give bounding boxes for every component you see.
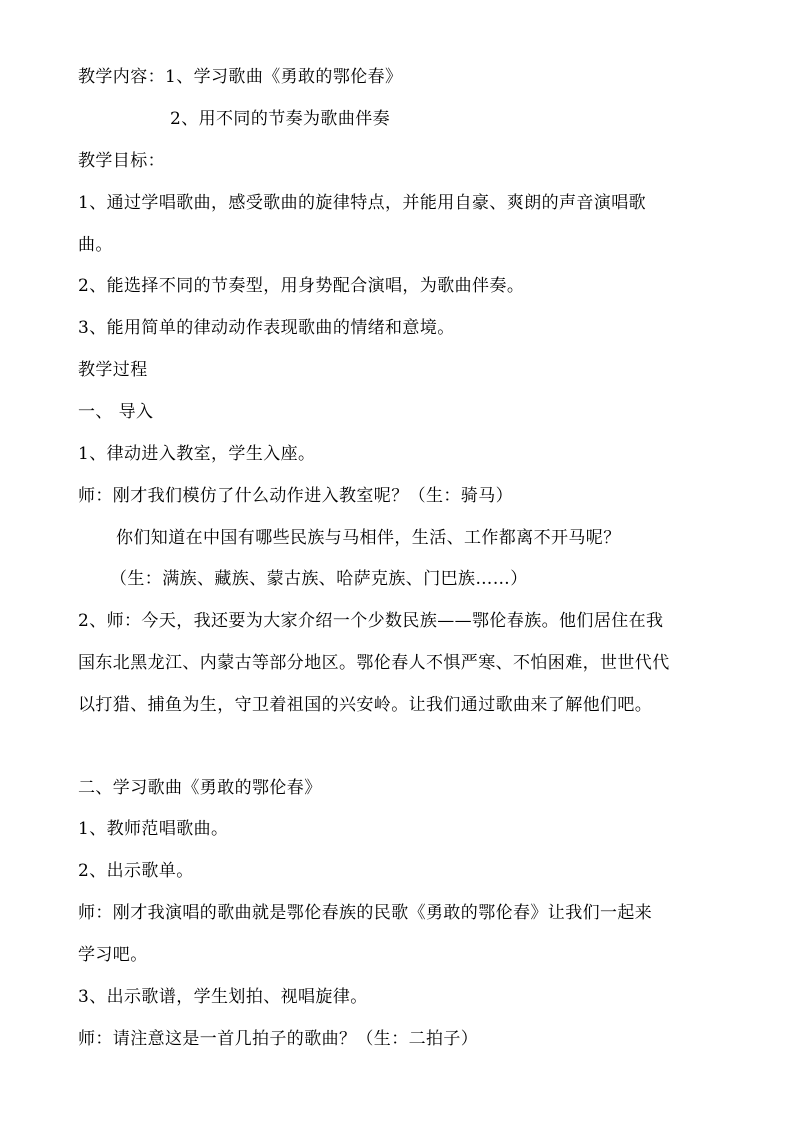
teaching-goals-heading: 教学目标： <box>78 151 165 171</box>
step-2-1: 1、教师范唱歌曲。 <box>78 819 229 839</box>
step-2-3: 3、出示歌谱，学生划拍、视唱旋律。 <box>78 987 368 1007</box>
teacher-question-1: 师：刚才我们模仿了什么动作进入教室呢？（生：骑马） <box>78 486 513 506</box>
goal-1-line-1: 1、通过学唱歌曲，感受歌曲的旋律特点，并能用自豪、爽朗的声音演唱歌 <box>78 193 647 213</box>
teacher-line-song-intro-1: 师：刚才我演唱的歌曲就是鄂伦春族的民歌《勇敢的鄂伦春》让我们一起来 <box>78 903 653 923</box>
teaching-content-item-2: 2、用不同的节奏为歌曲伴奏 <box>170 109 391 129</box>
section-2-heading: 二、学习歌曲《勇敢的鄂伦春》 <box>78 778 322 798</box>
goal-3: 3、能用简单的律动动作表现歌曲的情绪和意境。 <box>78 318 455 338</box>
goal-1-line-2: 曲。 <box>78 235 113 255</box>
goal-2: 2、能选择不同的节奏型，用身势配合演唱，为歌曲伴奏。 <box>78 276 525 296</box>
step-1-2-line-2: 国东北黑龙江、内蒙古等部分地区。鄂伦春人不惧严寒、不怕困难，世世代代 <box>78 653 670 673</box>
step-2-2: 2、出示歌单。 <box>78 861 194 881</box>
teaching-process-heading: 教学过程 <box>78 360 148 380</box>
teacher-question-beat: 师：请注意这是一首几拍子的歌曲？（生：二拍子） <box>78 1029 479 1049</box>
teacher-line-song-intro-2: 学习吧。 <box>78 945 148 965</box>
student-answer-ethnic-groups: （生：满族、藏族、蒙古族、哈萨克族、门巴族……） <box>110 569 528 589</box>
section-1-heading: 一、 导入 <box>78 402 154 422</box>
teaching-content-line: 教学内容：1、学习歌曲《勇敢的鄂伦春》 <box>78 67 403 87</box>
teacher-question-2: 你们知道在中国有哪些民族与马相伴，生活、工作都离不开马呢？ <box>116 528 621 548</box>
step-1-2-line-1: 2、师：今天，我还要为大家介绍一个少数民族——鄂伦春族。他们居住在我 <box>78 611 664 631</box>
step-1-2-line-3: 以打猎、捕鱼为生，守卫着祖国的兴安岭。让我们通过歌曲来了解他们吧。 <box>78 695 653 715</box>
step-1-1: 1、律动进入教室，学生入座。 <box>78 444 316 464</box>
